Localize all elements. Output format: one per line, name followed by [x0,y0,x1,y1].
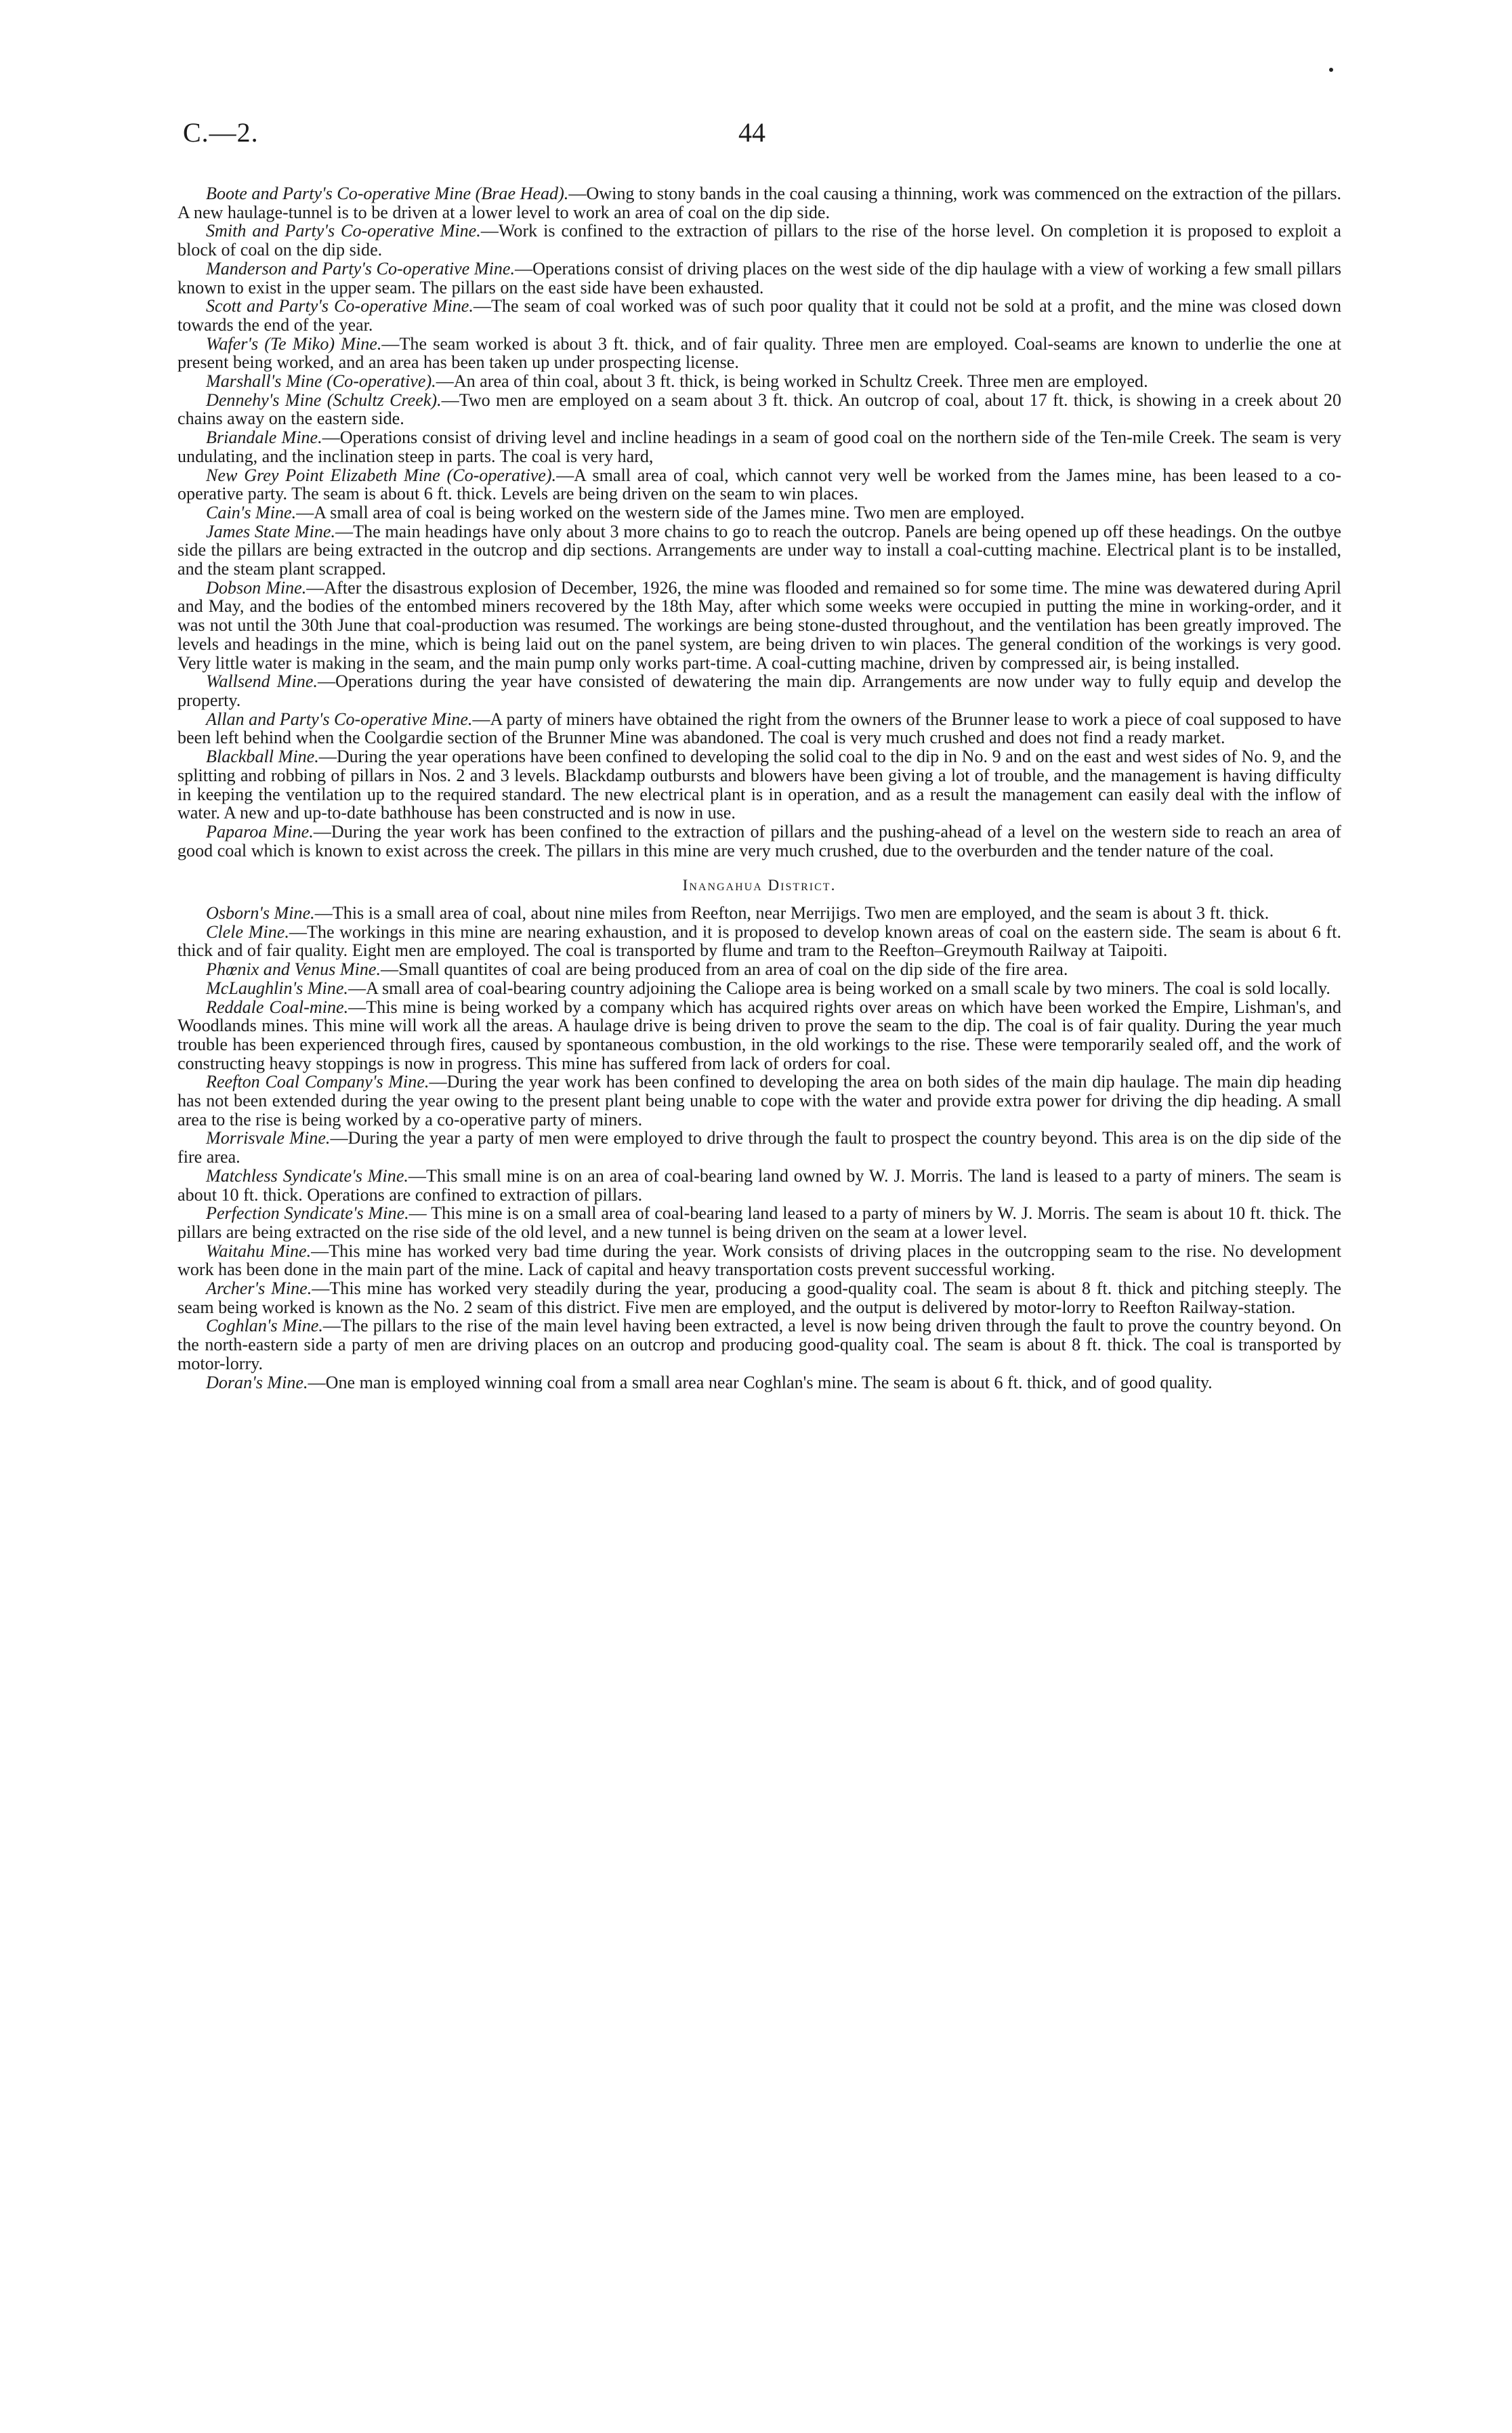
mine-report-text: —Small quantites of coal are being produced from an area of coal on the dip side of the fire area. [381,959,1068,980]
mine-report-text: —During the year work has been confined to developing the area on both sides of the main dip haulage. The main dip heading has not been extended during the year owing to the present plant being unable to cope with the water and provide extra power for driving the dip heading. A small area to the rise is being worked by a co-operative party of miners. [177,1072,1342,1129]
mine-report-text: —The workings in this mine are nearing exhaustion, and it is proposed to develop known areas of coal on the eastern side. The seam is about 6 ft. thick and of fair quality. Eight men are employed. The coal is transported by flume and tram to the Reefton–Greymouth Railway at Taipoiti. [177,921,1341,961]
mine-report-text: —During the year operations have been confined to developing the solid coal to the dip in No. 9 and on the east and west sides of No. 9, and the splitting and robbing of pillars in Nos. 2 and 3 levels. Blackdamp outbursts and blowers have been giving a lot of trouble, and the management is having difficulty in keeping the ventilation up to the required standard. The new electrical plant is in operation, and as a result the management can easily deal with the inflow of water. A new and up-to-date bathhouse has been constructed and is now in use. [177,747,1342,823]
mine-report-text: —An area of thin coal, about 3 ft. thick, is being worked in Schultz Creek. Three men are employed. [436,371,1148,392]
mine-report-text: —A small area of coal-bearing country adjoining the Caliope area is being worked on a small scale by two miners. The coal is sold locally. [348,978,1330,998]
mine-report-text: —Operations consist of driving places on the west side of the dip haulage with a view of working a few small pillars known to exist in the upper seam. The pillars on the east side have been exhausted. [177,258,1341,297]
mine-name: Smith and Party's Co-operative Mine. [206,221,481,241]
mine-report-paragraph [177,904,1341,923]
mine-report-paragraph [177,372,1341,391]
mine-name: Briandale Mine. [206,428,322,448]
mine-name: McLaughlin's Mine. [206,978,348,998]
mine-report-paragraph [177,1373,1341,1392]
mine-report-text: —This mine is being worked by a company which has acquired rights over areas on which have been worked the Empire, Lishman's, and Woodlands mines. This mine will work all the areas. A haulage drive is being driven to prove the seam to the dip. The coal is of fair quality. During the year much trouble has been experienced through fires, caused by spontaneous combustion, in the old workings to the rise. These were temporarily sealed off, and the work of constructing heavy stoppings is now in progress. This mine has suffered from lack of orders for coal. [177,997,1342,1073]
mine-report-paragraph [177,823,1341,860]
mine-name: Manderson and Party's Co-operative Mine. [206,258,515,278]
page-header [0,117,1512,157]
mine-name: New Grey Point Elizabeth Mine (Co-operative). [206,465,557,485]
mine-report-paragraph [177,1073,1341,1129]
mine-report-paragraph [177,222,1341,259]
mine-name: Clele Mine. [206,921,289,942]
mine-report-text: —A small area of coal, which cannot very well be worked from the James mine, has been leased to a co-operative party. The seam is about 6 ft. thick. Levels are being driven on the seam to win places. [177,465,1342,504]
section-inangahua-district [177,904,1341,1392]
mine-report-paragraph [177,1129,1341,1166]
mine-report-text: —The pillars to the rise of the main level having been extracted, a level is now being driven through the fault to prove the country beyond. On the north-eastern side a party of men are driving places on an outcrop and producing good-quality coal. The seam is about 8 ft. thick. The coal is transported by motor-lorry. [177,1316,1341,1373]
mine-name: Archer's Mine. [206,1278,312,1299]
mine-name: Phœnix and Venus Mine. [206,959,381,980]
mine-report-paragraph [177,522,1341,579]
mine-report-paragraph [177,923,1341,960]
mine-name: Boote and Party's Co-operative Mine (Brae Head). [206,184,569,203]
mine-name: Paparoa Mine. [206,821,314,841]
mine-name: Osborn's Mine. [206,903,315,923]
mine-report-text: —Operations during the year have consisted of dewatering the main dip. Arrangements are now under way to fully equip and develop the property. [177,671,1341,710]
mine-report-paragraph [177,1242,1341,1279]
mine-report-paragraph [177,747,1341,823]
mine-name: Cain's Mine. [206,502,297,522]
mine-report-paragraph [177,1167,1341,1204]
mine-report-paragraph [177,1316,1341,1373]
page-code: C.—2. [183,117,259,148]
mine-report-paragraph [177,335,1341,372]
print-speck [1329,68,1333,72]
mine-report-paragraph [177,1279,1341,1316]
mine-name: Morrisvale Mine. [206,1128,331,1148]
mine-name: Wallsend Mine. [206,671,318,692]
mine-report-text: —Owing to stony bands in the coal causing a thinning, work was commenced on the extraction of the pillars. A new haulage-tunnel is to be driven at a lower level to work an area of coal on the dip side. [177,184,1341,222]
mine-report-text: —The main headings have only about 3 more chains to go to reach the outcrop. Panels are being opened up off these headings. On the outbye side the pillars are being extracted in the outcrop and dip sections. Arrangements are under way to install a coal-cutting machine. Electrical plant is to be installed, and the steam plant scrapped. [177,521,1341,579]
mine-report-text: —This mine has worked very bad time during the year. Work consists of driving places in the outcropping seam to the rise. No development work has been done in the main part of the mine. Lack of capital and heavy transportation costs prevent successful working. [177,1241,1341,1280]
mine-name: James State Mine. [206,521,335,541]
mine-report-text: —The seam of coal worked was of such poor quality that it could not be sold at a profit, and the mine was closed down towards the end of the year. [177,296,1342,335]
mine-report-paragraph [177,184,1341,222]
mine-report-paragraph [177,297,1341,334]
mine-report-text: —This mine has worked very steadily during the year, producing a good-quality coal. The seam is about 8 ft. thick and pitching steeply. The seam being worked is known as the No. 2 seam of this district. Five men are employed, and the output is delivered by motor-lorry to Reefton Railway-station. [177,1278,1341,1317]
mine-report-text: —This is a small area of coal, about nine miles from Reefton, near Merrijigs. Two men are employed, and the seam is about 3 ft. thick. [314,903,1269,923]
mine-report-paragraph [177,428,1341,465]
mine-name: Wafer's (Te Miko) Mine. [206,333,382,354]
mine-report-paragraph [177,466,1341,503]
mine-name: Dobson Mine. [206,577,307,598]
mine-report-text: —During the year a party of men were employed to drive through the fault to prospect the country beyond. This area is on the dip side of the fire area. [177,1128,1341,1167]
mine-report-text: —The seam worked is about 3 ft. thick, and of fair quality. Three men are employed. Coal-seams are known to underlie the one at present being worked, and an area has been taken up under prospecting license. [177,333,1341,373]
mine-report-paragraph [177,672,1341,709]
mine-name: Reefton Coal Company's Mine. [206,1072,429,1092]
mine-report-text: —After the disastrous explosion of December, 1926, the mine was flooded and remained so for some time. The mine was dewatered during April and May, and the bodies of the entombed miners recovered by the 18th May, after which some weeks were occupied in putting the mine in working-order, and it was not until the 30th June that coal-production was resumed. The workings are being stone-dusted throughout, and the ventilation has been greatly improved. The levels and headings in the mine, which is being laid out on the panel system, are being driven to win places. The general condition of the workings is very good. Very little water is making in the seam, and the main pump only works part-time. A coal-cutting machine, driven by compressed air, is being installed. [177,577,1341,673]
mine-name: Coghlan's Mine. [206,1316,323,1336]
mine-name: Blackball Mine. [206,747,319,767]
mine-report-paragraph [177,259,1341,297]
section-heading: Inangahua District. [682,877,837,894]
mine-report-text: —A small area of coal is being worked on the western side of the James mine. Two men are employed. [296,502,1025,522]
mine-report-text: —Work is confined to the extraction of pillars to the rise of the horse level. On completion it is proposed to exploit a block of coal on the dip side. [177,221,1341,260]
mine-report-text: —Operations consist of driving level and incline headings in a seam of good coal on the northern side of the Ten-mile Creek. The seam is very undulating, and the inclination steep in parts. The coal is very hard, [177,428,1341,466]
document-body [177,184,1341,1392]
mine-name: Doran's Mine. [206,1372,308,1392]
mine-report-paragraph [177,579,1341,673]
mine-report-paragraph [177,391,1341,428]
mine-report-text: —This small mine is on an area of coal-bearing land owned by W. J. Morris. The land is leased to a party of miners. The seam is about 10 ft. thick. Operations are confined to extraction of pillars. [177,1165,1341,1205]
mine-name: Waitahu Mine. [206,1241,312,1261]
mine-report-paragraph [177,979,1341,998]
mine-report-text: — This mine is on a small area of coal-bearing land leased to a party of miners by W. J. Morris. The seam is about 10 ft. thick. The pillars are being extracted on the rise side of the old level, and a new tunnel is being driven on the seam at a lower level. [177,1203,1341,1242]
section-grey-district [177,184,1341,860]
mine-report-text: —A party of miners have obtained the right from the owners of the Brunner lease to work a piece of coal supposed to have been left behind when the Coolgardie section of the Brunner Mine was abandoned. The coal is very much crushed and does not find a ready market. [177,709,1341,748]
mine-report-paragraph [177,960,1341,979]
page-number: 44 [738,117,765,148]
mine-name: Reddale Coal-mine. [206,997,349,1017]
mine-name: Perfection Syndicate's Mine. [206,1203,409,1224]
mine-name: Allan and Party's Co-operative Mine. [206,709,473,729]
mine-name: Dennehy's Mine (Schultz Creek). [206,390,442,410]
mine-name: Matchless Syndicate's Mine. [206,1165,408,1186]
mine-report-paragraph [177,710,1341,747]
mine-report-paragraph [177,1204,1341,1241]
mine-report-text: —One man is employed winning coal from a small area near Coghlan's mine. The seam is about 6 ft. thick, and of good quality. [308,1372,1213,1392]
mine-report-text: —During the year work has been confined to the extraction of pillars and the pushing-ahead of a level on the western side to reach an area of good coal which is known to exist across the creek. The pillars in this mine are very much crushed, due to the overburden and the tender nature of the coal. [177,821,1341,860]
mine-report-paragraph [177,503,1341,522]
mine-report-text: —Two men are employed on a seam about 3 ft. thick. An outcrop of coal, about 17 ft. thick, is showing in a creek about 20 chains away on the eastern side. [177,390,1341,429]
mine-name: Scott and Party's Co-operative Mine. [206,296,474,316]
mine-name: Marshall's Mine (Co-operative). [206,371,436,392]
mine-report-paragraph [177,998,1341,1073]
